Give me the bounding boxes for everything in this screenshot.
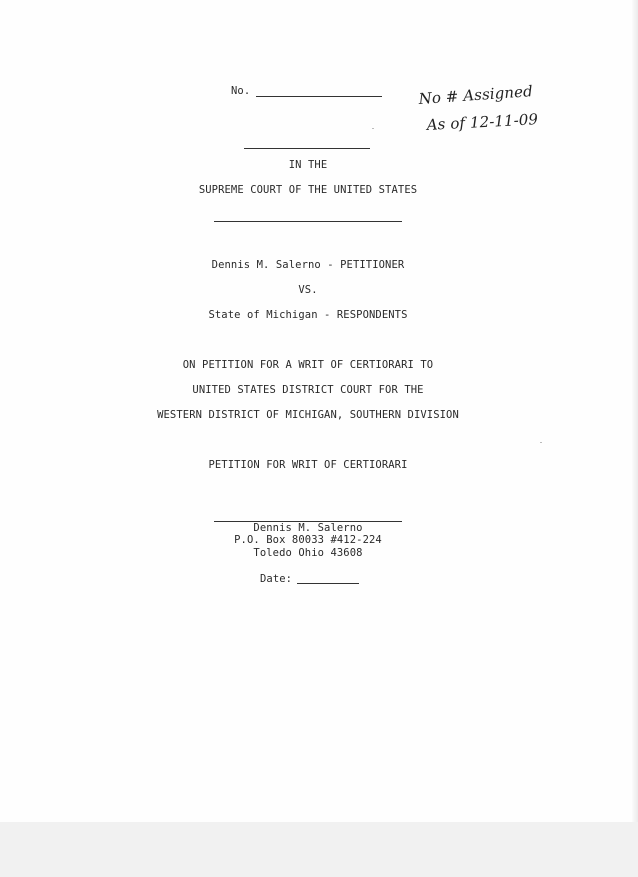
scan-edge xyxy=(632,0,638,822)
handwritten-note-line-1: No # Assigned xyxy=(418,82,534,108)
separator-line xyxy=(244,148,370,149)
case-number-blank xyxy=(256,96,382,97)
signer-address-line-1: P.O. Box 80033 #412-224 xyxy=(234,534,382,546)
petition-description-line-1: ON PETITION FOR A WRIT OF CERTIORARI TO xyxy=(182,359,434,371)
document-title: PETITION FOR WRIT OF CERTIORARI xyxy=(208,459,408,471)
petition-description-line-2: UNITED STATES DISTRICT COURT FOR THE xyxy=(192,384,424,396)
case-number-label: No. xyxy=(231,85,251,97)
court-name: SUPREME COURT OF THE UNITED STATES xyxy=(198,184,418,196)
separator-line xyxy=(214,221,402,222)
petitioner-line: Dennis M. Salerno - PETITIONER xyxy=(211,259,405,271)
respondent-line: State of Michigan - RESPONDENTS xyxy=(208,309,408,321)
handwritten-note xyxy=(405,80,605,140)
handwritten-note-line-2: As of 12-11-09 xyxy=(426,110,539,134)
scan-speck xyxy=(372,128,374,129)
petition-description-line-3: WESTERN DISTRICT OF MICHIGAN, SOUTHERN DIVISION xyxy=(157,409,459,421)
versus-line: VS. xyxy=(298,284,318,296)
signer-address-line-2: Toledo Ohio 43608 xyxy=(253,547,363,559)
date-blank xyxy=(297,583,359,584)
signer-name: Dennis M. Salerno xyxy=(253,522,363,534)
scan-margin xyxy=(0,822,638,877)
court-line-1: IN THE xyxy=(288,159,328,171)
scan-speck xyxy=(540,442,542,443)
date-label: Date: xyxy=(260,573,293,585)
